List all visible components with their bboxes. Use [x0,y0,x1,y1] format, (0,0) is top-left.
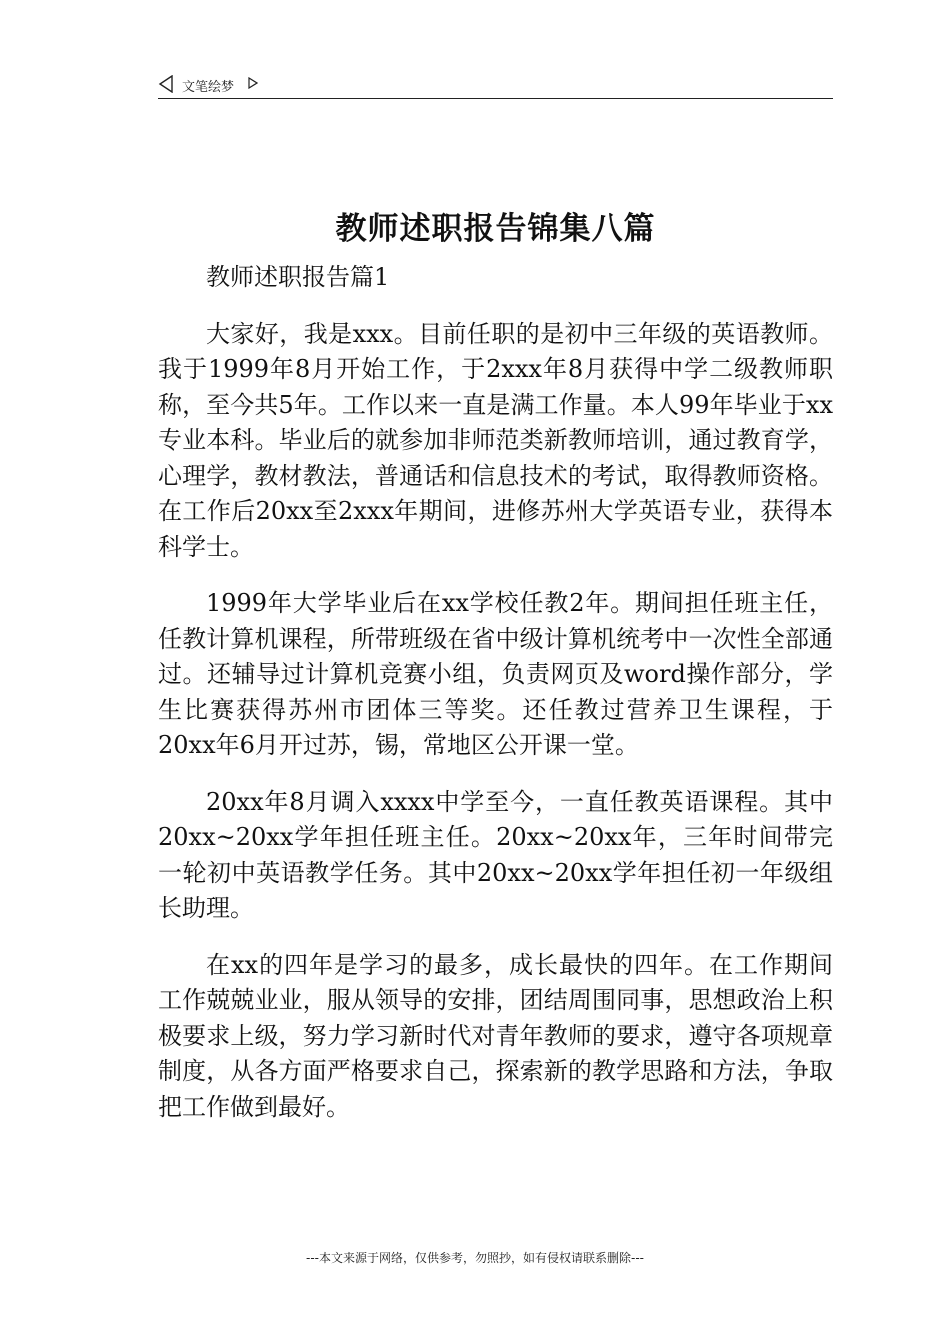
triangle-right-icon [248,77,258,89]
document-body [158,260,833,1146]
header-brand: 文笔绘梦 [182,80,235,95]
paragraph-4: 在xx的四年是学习的最多，成长最快的四年。在工作期间工作兢兢业业，服从领导的安排，团结周围同事，思想政治上积极要求上级，努力学习新时代对青年教师的要求，遵守各项规章制度，从各方面严格要求自己，探索新的教学思路和方法，争取把工作做到最好。 [158,950,833,1121]
section-subtitle: 教师述职报告篇1 [206,263,390,291]
paragraph-1: 大家好，我是xxx。目前任职的是初中三年级的英语教师。我于1999年8月开始工作，于2xxx年8月获得中学二级教师职称，至今共5年。工作以来一直是满工作量。本人99年毕业于xx专业本科。毕业后的就参加非师范类新教师培训，通过教育学，心理学，教材教法，普通话和信息技术的考试，取得教师资格。在工作后20xx至2xxx年期间，进修苏州大学英语专业，获得本科学士。 [158,319,833,561]
document-title: 教师述职报告锦集八篇 [335,211,656,247]
triangle-left-icon [158,75,174,93]
page-footer-disclaimer: ---本文来源于网络，仅供参考，勿照抄，如有侵权请联系删除--- [306,1251,644,1265]
page-header [158,74,833,99]
paragraph-3: 20xx年8月调入xxxx中学至今，一直任教英语课程。其中20xx~20xx学年担任班主任。20xx~20xx年，三年时间带完一轮初中英语教学任务。其中20xx~20xx学年担任初一年级组长助理。 [158,787,833,922]
paragraph-2: 1999年大学毕业后在xx学校任教2年。期间担任班主任，任教计算机课程，所带班级在省中级计算机统考中一次性全部通过。还辅导过计算机竞赛小组，负责网页及word操作部分，学生比赛获得苏州市团体三等奖。还任教过营养卫生课程，于20xx年6月开过苏，锡，常地区公开课一堂。 [158,589,833,759]
